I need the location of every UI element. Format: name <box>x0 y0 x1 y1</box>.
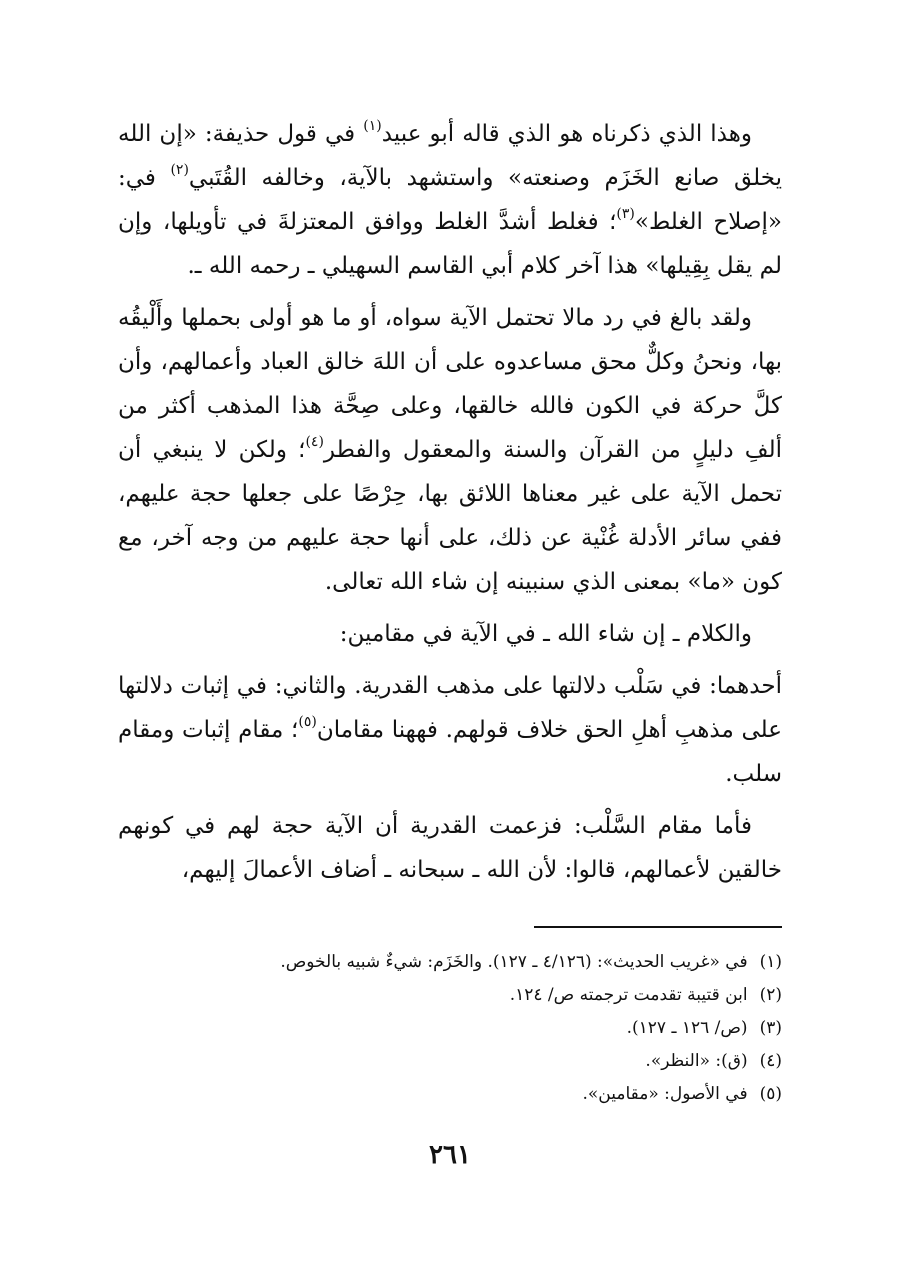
paragraph-1-part-b: في قول حذيفة: «إن الله يخلق صانع الخَزَم وصنعته» واستشهد بالآية، وخالفه القُتَبي <box>118 121 782 191</box>
footnote-ref-4[interactable]: (٤) <box>305 434 324 450</box>
footnote-number: (٥) <box>759 1084 782 1104</box>
footnote-text: (ص/ ١٢٦ ـ ١٢٧). <box>626 1018 748 1038</box>
footnote-ref-1[interactable]: (١) <box>363 118 382 134</box>
paragraph-3: والكلام ـ إن شاء الله ـ في الآية في مقامين: <box>339 621 752 647</box>
footnote-number: (١) <box>759 952 782 972</box>
footnote-text: في «غريب الحديث»: (٤/١٢٦ ـ ١٢٧). والخَزَم: شيءٌ شبيه بالخوص. <box>280 952 748 972</box>
footnote-ref-3[interactable]: (٣) <box>616 206 635 222</box>
paragraph-2-part-a: ولقد بالغ في رد مالا تحتمل الآية سواه، أو ما هو أولى بحملها وأَلْيقُه بها، ونحنُ وكلٌّ محق مساعدوه على أن اللهَ خالق العباد وأعمالهم، وأن كلَّ حركة في الكون فالله خالقها، وعلى صِحَّة هذا المذهب أكثر من ألفِ دليلٍ من القرآن والسنة والمعقول والفطر <box>118 305 782 463</box>
footnote-text: (ق): «النظر». <box>645 1051 748 1071</box>
footnote-1 <box>118 946 782 979</box>
paragraph-1-part-a: وهذا الذي ذكرناه هو الذي قاله أبو عبيد <box>381 121 752 147</box>
footnote-4 <box>118 1045 782 1078</box>
footnote-text: في الأصول: «مقامين». <box>582 1084 748 1104</box>
paragraph-4-part-a: أحدهما: في سَلْب دلالتها على مذهب القدرية. والثاني: في إثبات دلالتها على مذهبِ أهلِ الحق خلاف قولهم. فههنا مقامان <box>118 673 782 743</box>
footnote-number: (٣) <box>759 1018 782 1038</box>
footnote-text: ابن قتيبة تقدمت ترجمته ص/ ١٢٤. <box>509 985 748 1005</box>
paragraph-1 <box>118 112 782 288</box>
paragraph-2 <box>118 296 782 604</box>
footnote-number: (٢) <box>759 985 782 1005</box>
paragraph-1-part-c: في: «إصلاح الغلط» <box>118 165 782 235</box>
paragraph-2-part-b: ؛ ولكن لا ينبغي أن تحمل الآية على غير معناها اللائق بها، حِرْصًا على جعلها حجة عليهم، ففي سائر الأدلة غُنْية عن ذلك، على أنها حجة عليهم من وجه آخر، مع كون «ما» بمعنى الذي سنبينه إن شاء الله تعالى. <box>118 437 782 595</box>
paragraph-5: فأما مقام السَّلْب: فزعمت القدرية أن الآية حجة لهم في كونهم خالقين لأعمالهم، قالوا: لأن الله ـ سبحانه ـ أضاف الأعمالَ إليهم، <box>118 813 782 883</box>
footnote-2 <box>118 979 782 1012</box>
footnote-5 <box>118 1078 782 1111</box>
page-number: ٢٦١ <box>429 1140 471 1170</box>
paragraph-4-part-b: ؛ مقام إثبات ومقام سلب. <box>118 717 782 787</box>
footnote-ref-2[interactable]: (٢) <box>170 162 189 178</box>
paragraph-1-part-d: ؛ فغلط أشدَّ الغلط ووافق المعتزلةَ في تأويلها، وإن لم يقل بِقِيلها» هذا آخر كلام أبي القاسم السهيلي ـ رحمه الله ـ. <box>118 209 782 279</box>
footnote-3 <box>118 1012 782 1045</box>
paragraph-4 <box>118 664 782 796</box>
footnote-separator <box>534 926 782 928</box>
footnote-ref-5[interactable]: (٥) <box>298 714 317 730</box>
footnotes <box>118 946 782 1111</box>
footnote-number: (٤) <box>759 1051 782 1071</box>
